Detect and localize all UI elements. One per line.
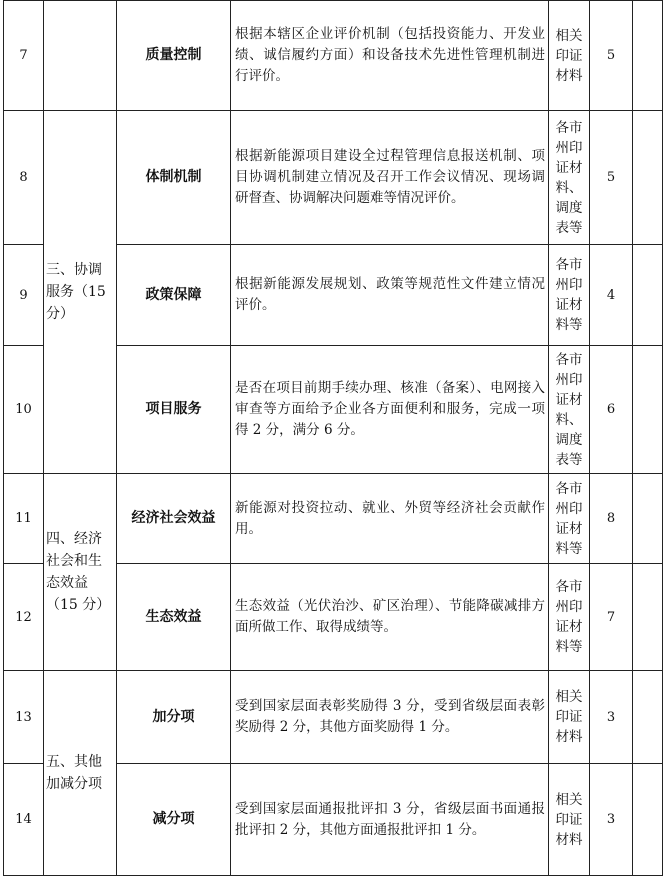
item-name: 经济社会效益 — [117, 474, 231, 564]
table-row — [4, 1, 663, 111]
row-number: 9 — [4, 245, 44, 346]
row-number: 13 — [4, 671, 44, 764]
blank-cell — [633, 671, 663, 764]
row-number: 8 — [4, 111, 44, 245]
item-description: 受到国家层面表彰奖励得 3 分，受到省级层面表彰奖励得 2 分，其他方面奖励得 1 分。 — [231, 671, 549, 764]
score: 4 — [590, 245, 633, 346]
item-name: 质量控制 — [117, 1, 231, 111]
item-description: 受到国家层面通报批评扣 3 分，省级层面书面通报批评扣 2 分，其他方面通报批评扣 1 分。 — [231, 764, 549, 876]
category-cell: 四、经济社会和生态效益（15 分） — [44, 474, 117, 671]
evidence-source: 各市州印证材料等 — [549, 245, 590, 346]
blank-cell — [633, 111, 663, 245]
score: 6 — [590, 346, 633, 474]
row-number: 14 — [4, 764, 44, 876]
evidence-source: 相关印证材料 — [549, 764, 590, 876]
blank-cell — [633, 1, 663, 111]
score: 3 — [590, 671, 633, 764]
category-cell-blank — [44, 1, 117, 111]
row-number: 7 — [4, 1, 44, 111]
blank-cell — [633, 474, 663, 564]
evaluation-table — [3, 0, 663, 876]
blank-cell — [633, 245, 663, 346]
score: 5 — [590, 1, 633, 111]
item-name: 减分项 — [117, 764, 231, 876]
score: 3 — [590, 764, 633, 876]
table-row — [4, 671, 663, 764]
item-description: 新能源对投资拉动、就业、外贸等经济社会贡献作用。 — [231, 474, 549, 564]
blank-cell — [633, 764, 663, 876]
evidence-source: 相关印证材料 — [549, 1, 590, 111]
item-description: 根据新能源项目建设全过程管理信息报送机制、项目协调机制建立情况及召开工作会议情况、现场调研督查、协调解决问题难等情况评价。 — [231, 111, 549, 245]
row-number: 11 — [4, 474, 44, 564]
score: 5 — [590, 111, 633, 245]
item-description: 根据新能源发展规划、政策等规范性文件建立情况评价。 — [231, 245, 549, 346]
row-number: 10 — [4, 346, 44, 474]
category-cell: 五、其他加减分项 — [44, 671, 117, 876]
evidence-source: 各市州印证材料、调度表等 — [549, 346, 590, 474]
item-description: 生态效益（光伏治沙、矿区治理）、节能降碳减排方面所做工作、取得成绩等。 — [231, 564, 549, 671]
row-number: 12 — [4, 564, 44, 671]
item-name: 政策保障 — [117, 245, 231, 346]
table-row — [4, 474, 663, 564]
evidence-source: 相关印证材料 — [549, 671, 590, 764]
item-name: 生态效益 — [117, 564, 231, 671]
item-name: 加分项 — [117, 671, 231, 764]
item-description: 是否在项目前期手续办理、核准（备案）、电网接入审查等方面给予企业各方面便利和服务，完成一项得 2 分，满分 6 分。 — [231, 346, 549, 474]
evidence-source: 各市州印证材料等 — [549, 474, 590, 564]
blank-cell — [633, 346, 663, 474]
category-cell: 三、协调服务（15 分） — [44, 111, 117, 474]
blank-cell — [633, 564, 663, 671]
item-name: 体制机制 — [117, 111, 231, 245]
evidence-source: 各市州印证材料、调度表等 — [549, 111, 590, 245]
item-description: 根据本辖区企业评价机制（包括投资能力、开发业绩、诚信履约方面）和设备技术先进性管理机制进行评价。 — [231, 1, 549, 111]
evidence-source: 各市州印证材料等 — [549, 564, 590, 671]
score: 7 — [590, 564, 633, 671]
score: 8 — [590, 474, 633, 564]
item-name: 项目服务 — [117, 346, 231, 474]
table-row — [4, 111, 663, 245]
